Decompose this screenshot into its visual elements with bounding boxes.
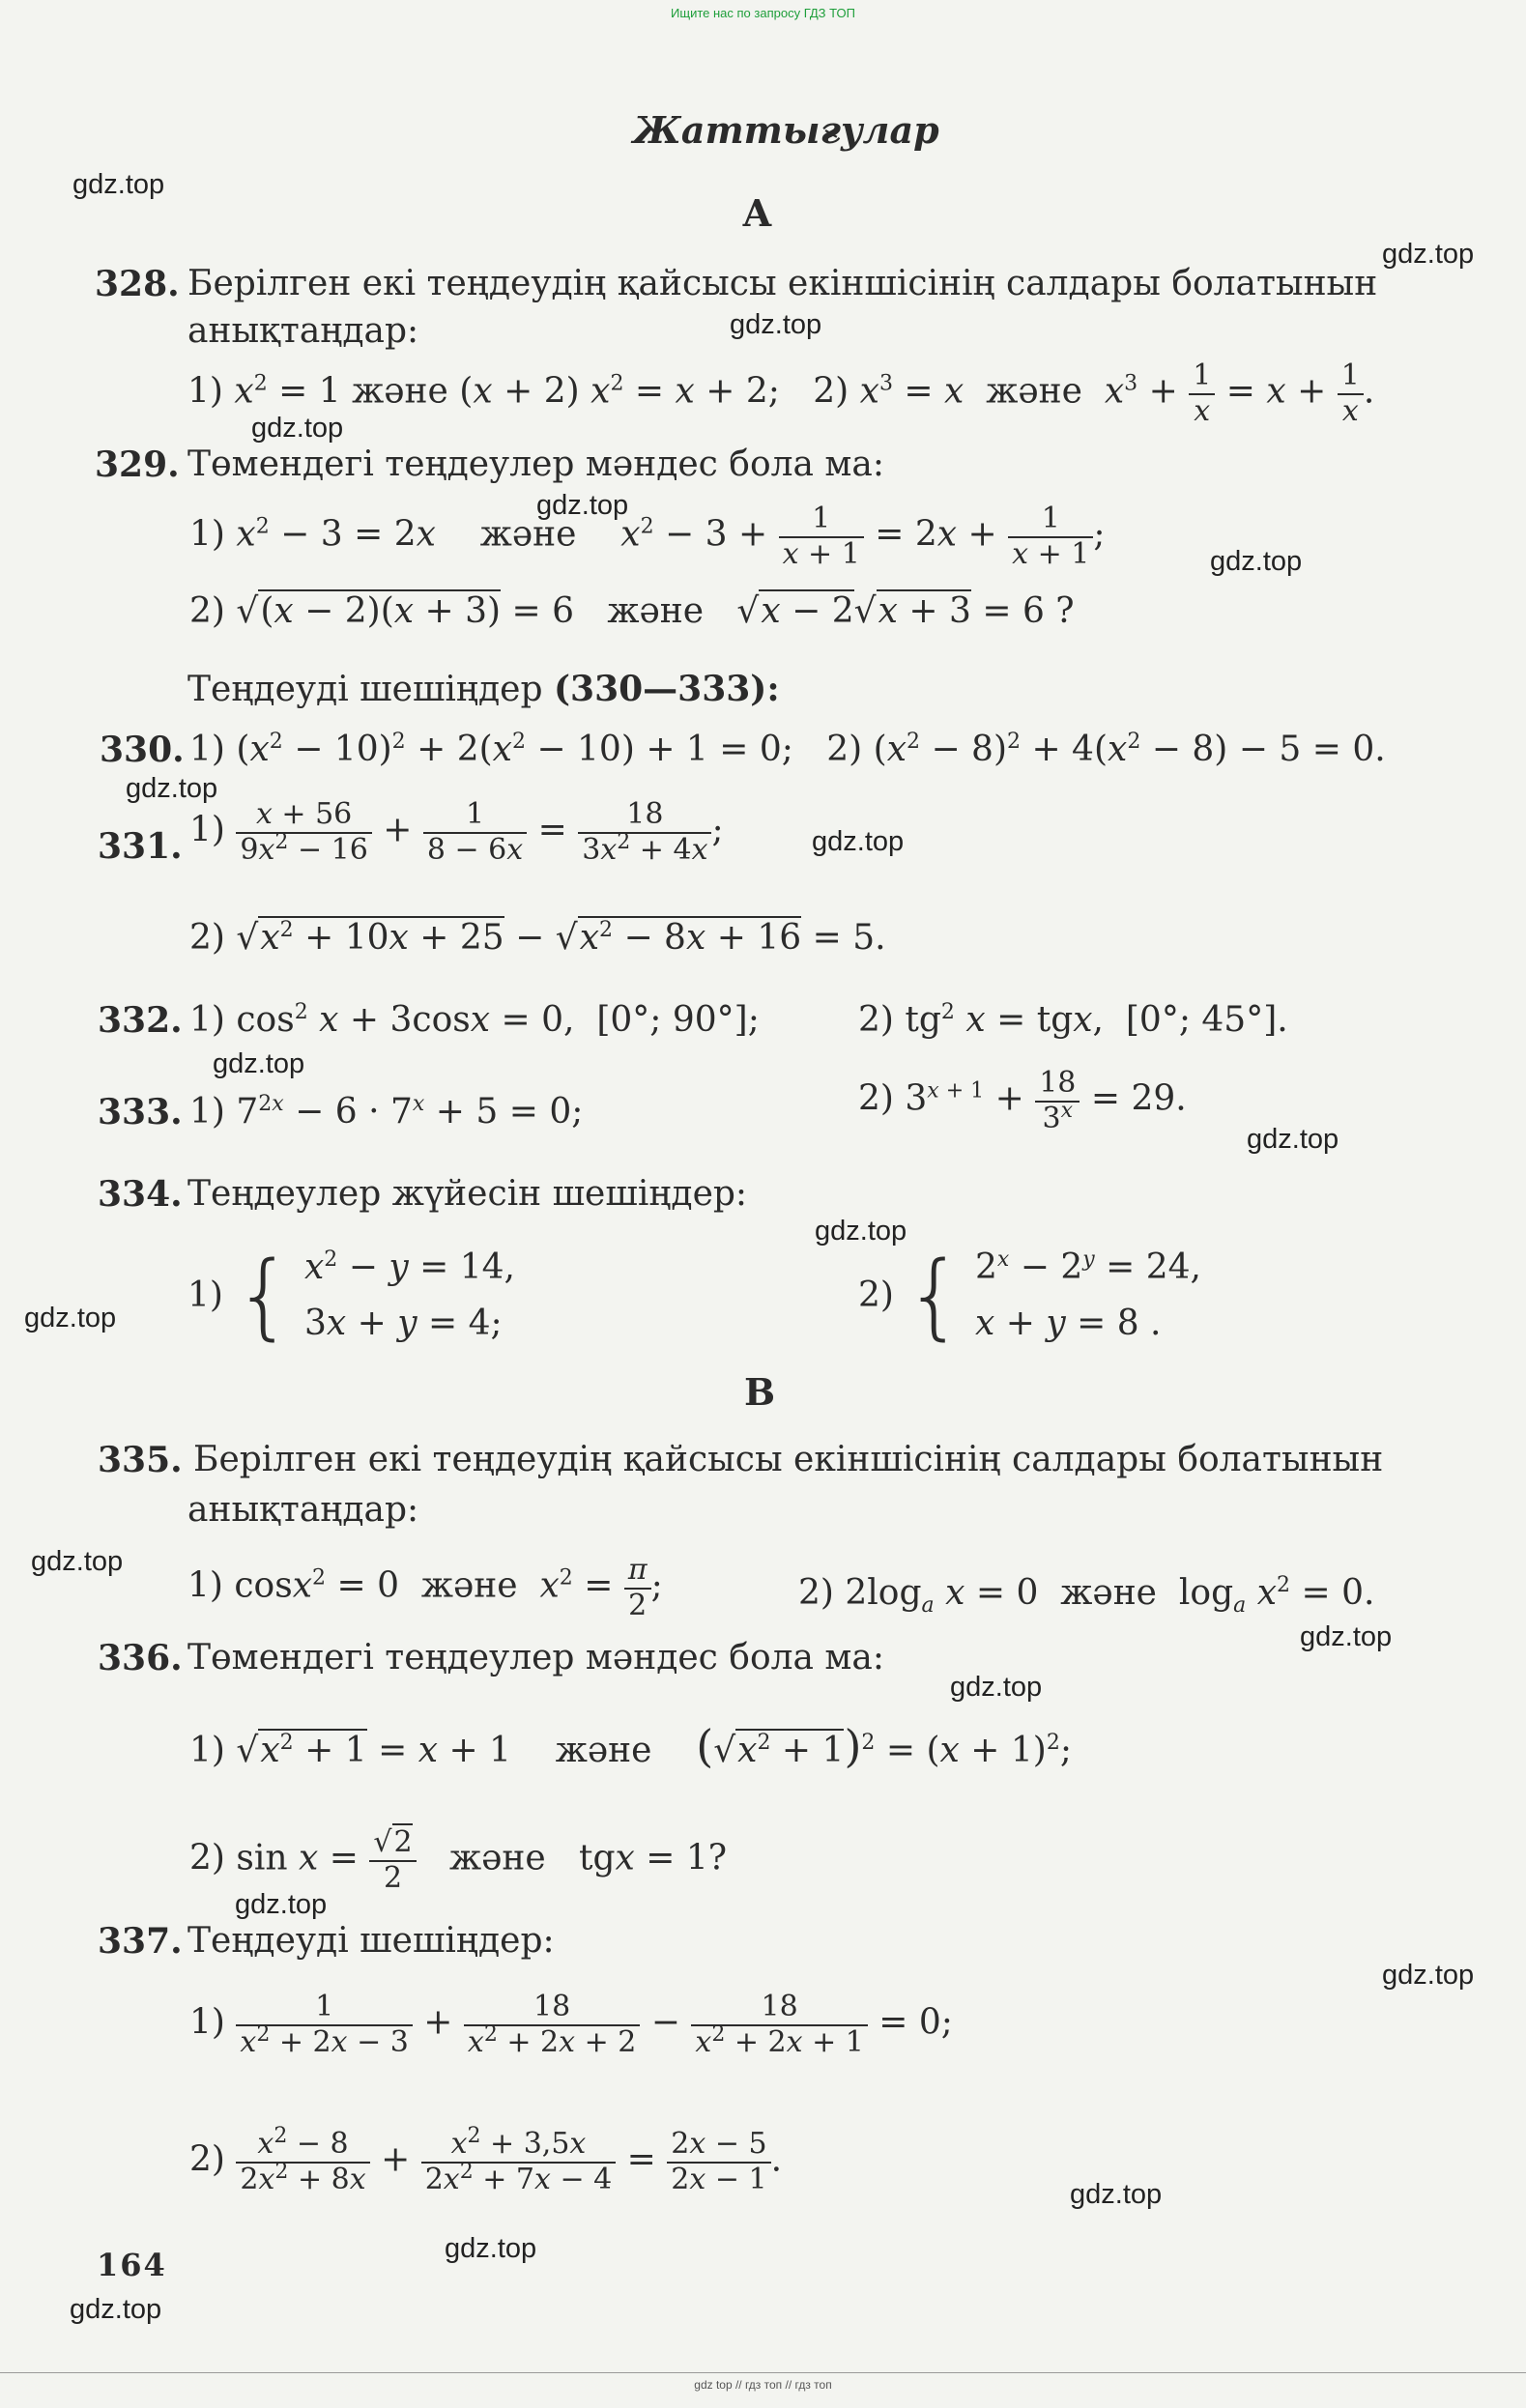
problem-332-number: 332. <box>98 1000 183 1041</box>
watermark: gdz.top <box>1382 239 1475 270</box>
problem-334-number: 334. <box>98 1174 183 1215</box>
problem-337-eq2: 2) $\frac{x^2 - 8}{2x^2 + 8x}$ + $\frac{x^2 + 3,5x}{2x^2 + 7x - 4}$ = $\frac{2x - 5}{2x - 1}$ . <box>189 2124 783 2196</box>
problem-334-text: Теңдеулер жүйесін шешіңдер: <box>187 1174 748 1214</box>
problem-337-eq1: 1) $\frac{1}{x^2 + 2x - 3}$ + $\frac{18}{x^2 + 2x + 2}$ − $\frac{18}{x^2 + 2x + 1}$ = 0; <box>189 1990 953 2059</box>
problem-328-equations: 1) $x^2 = 1$ және (x + 2) $x^2 = x + 2$; 2) $x^3 = x$ және $x^3$ + $\frac{1}{x}$ = x + $\frac{1}{x}$ . <box>187 358 1375 428</box>
problem-329-text: Төмендегі теңдеулер мәндес бола ма: <box>187 444 884 484</box>
watermark: gdz.top <box>126 773 218 804</box>
watermark: gdz.top <box>1382 1960 1475 1991</box>
watermark: gdz.top <box>1070 2179 1163 2210</box>
problem-329-number: 329. <box>95 444 180 485</box>
problem-330-number: 330. <box>100 730 185 770</box>
problem-337-text: Теңдеуді шешіңдер: <box>187 1921 555 1961</box>
watermark: gdz.top <box>251 413 344 444</box>
problem-329-eq2: 2) √(x − 2)(x + 3) = 6 және √x − 2√x + 3 = 6 ? <box>189 591 1075 631</box>
watermark: gdz.top <box>235 1889 328 1920</box>
problem-335-text: Берілген екі теңдеудің қайсысы екіншісінің салдары болатынын <box>193 1440 1384 1479</box>
problem-330-equations: 1) $(x^2 - 10)^2 + 2(x^2 - 10) + 1 = 0$; 2) $(x^2 - 8)^2 + 4(x^2 - 8) - 5 = 0$. <box>189 730 1386 769</box>
problem-328-text-cont: анықтаңдар: <box>187 311 419 351</box>
footer-divider <box>0 2372 1526 2373</box>
problem-331-eq1: 1) $\frac{x + 56}{9x^2 - 16}$ + $\frac{1}{8 - 6x}$ = $\frac{18}{3x^2 + 4x}$ ; <box>189 797 724 867</box>
watermark: gdz.top <box>31 1546 124 1577</box>
watermark: gdz.top <box>70 2294 162 2325</box>
watermark: gdz.top <box>730 309 822 340</box>
problem-328-text: Берілген екі теңдеудің қайсысы екіншісінің салдары болатынын <box>187 264 1378 303</box>
problem-335-eq1: 1) cosx$^2$ = 0 және $x^2$ = $\frac{\pi}{2}$ ; <box>187 1553 663 1622</box>
problem-332-eq1: 1) $\cos^2 x + 3\cos x = 0$, [0°; 90°]; <box>189 1000 760 1040</box>
problem-335-text-cont: анықтаңдар: <box>187 1490 419 1530</box>
watermark: gdz.top <box>1210 546 1303 577</box>
watermark: gdz.top <box>950 1672 1043 1703</box>
watermark: gdz.top <box>1247 1124 1339 1155</box>
section-a-heading: А <box>742 191 772 235</box>
watermark: gdz.top <box>812 826 905 857</box>
problem-331-number: 331. <box>98 826 183 867</box>
section-b-heading: B <box>744 1370 776 1414</box>
watermark: gdz.top <box>445 2233 537 2264</box>
page-title: Жаттығулар <box>633 108 939 152</box>
watermark: gdz.top <box>213 1048 305 1079</box>
problem-336-number: 336. <box>98 1638 183 1678</box>
problem-337-number: 337. <box>98 1921 183 1962</box>
problem-332-eq2: 2) $tg^2$ x = tgx, [0°; 45°]. <box>858 1000 1288 1040</box>
watermark: gdz.top <box>536 490 629 521</box>
problem-331-eq2: 2) $√x^2 + 10x + 25 - √x^2 - 8x + 16 = 5$. <box>189 918 886 958</box>
problem-336-eq1: 1) $√x^2 + 1 = x + 1$ және $(√x^2 + 1)^2 = (x + 1)^2$; <box>189 1720 1072 1772</box>
problem-333-eq2: 2) $3^{x + 1}$ + $\frac{18}{3^x}$ = 29. <box>858 1066 1187 1135</box>
problem-335-eq2: 2) $2\log_a$ x = 0 және $\log_a x^2 = 0$. <box>798 1573 1375 1619</box>
footer-links[interactable]: gdz top // гдз топ // гдз топ <box>694 2378 832 2392</box>
problem-336-eq2: 2) sin x = $\frac{√2}{2}$ және tgx = 1? <box>189 1825 728 1895</box>
problem-334-system1: 1) { $x^2 - y = 14$, 3x + y = 4; <box>187 1241 515 1350</box>
watermark: gdz.top <box>72 169 165 200</box>
problem-334-system2: 2) { $2^x - 2^y = 24$, x + y = 8 . <box>858 1241 1201 1350</box>
problem-333-eq1: 1) $7^{2x} - 6 \cdot 7^x + 5 = 0$; <box>189 1092 584 1132</box>
watermark: gdz.top <box>815 1216 907 1247</box>
problem-333-number: 333. <box>98 1092 183 1132</box>
problem-335-number: 335. <box>98 1440 183 1480</box>
header-search-link[interactable]: Ищите нас по запросу ГДЗ ТОП <box>671 6 855 20</box>
problem-336-text: Төмендегі теңдеулер мәндес бола ма: <box>187 1638 884 1677</box>
problem-328-number: 328. <box>95 264 180 304</box>
watermark: gdz.top <box>24 1303 117 1333</box>
problem-329-eq1: 1) $x^2 - 3 = 2x$ және $x^2 - 3$ + $\frac{1}{x + 1}$ = 2x + $\frac{1}{x + 1}$ ; <box>189 502 1106 571</box>
watermark: gdz.top <box>1300 1621 1393 1652</box>
instruction-330-333: Теңдеуді шешіңдер (330—333): <box>187 669 780 709</box>
page-number: 164 <box>97 2247 167 2283</box>
